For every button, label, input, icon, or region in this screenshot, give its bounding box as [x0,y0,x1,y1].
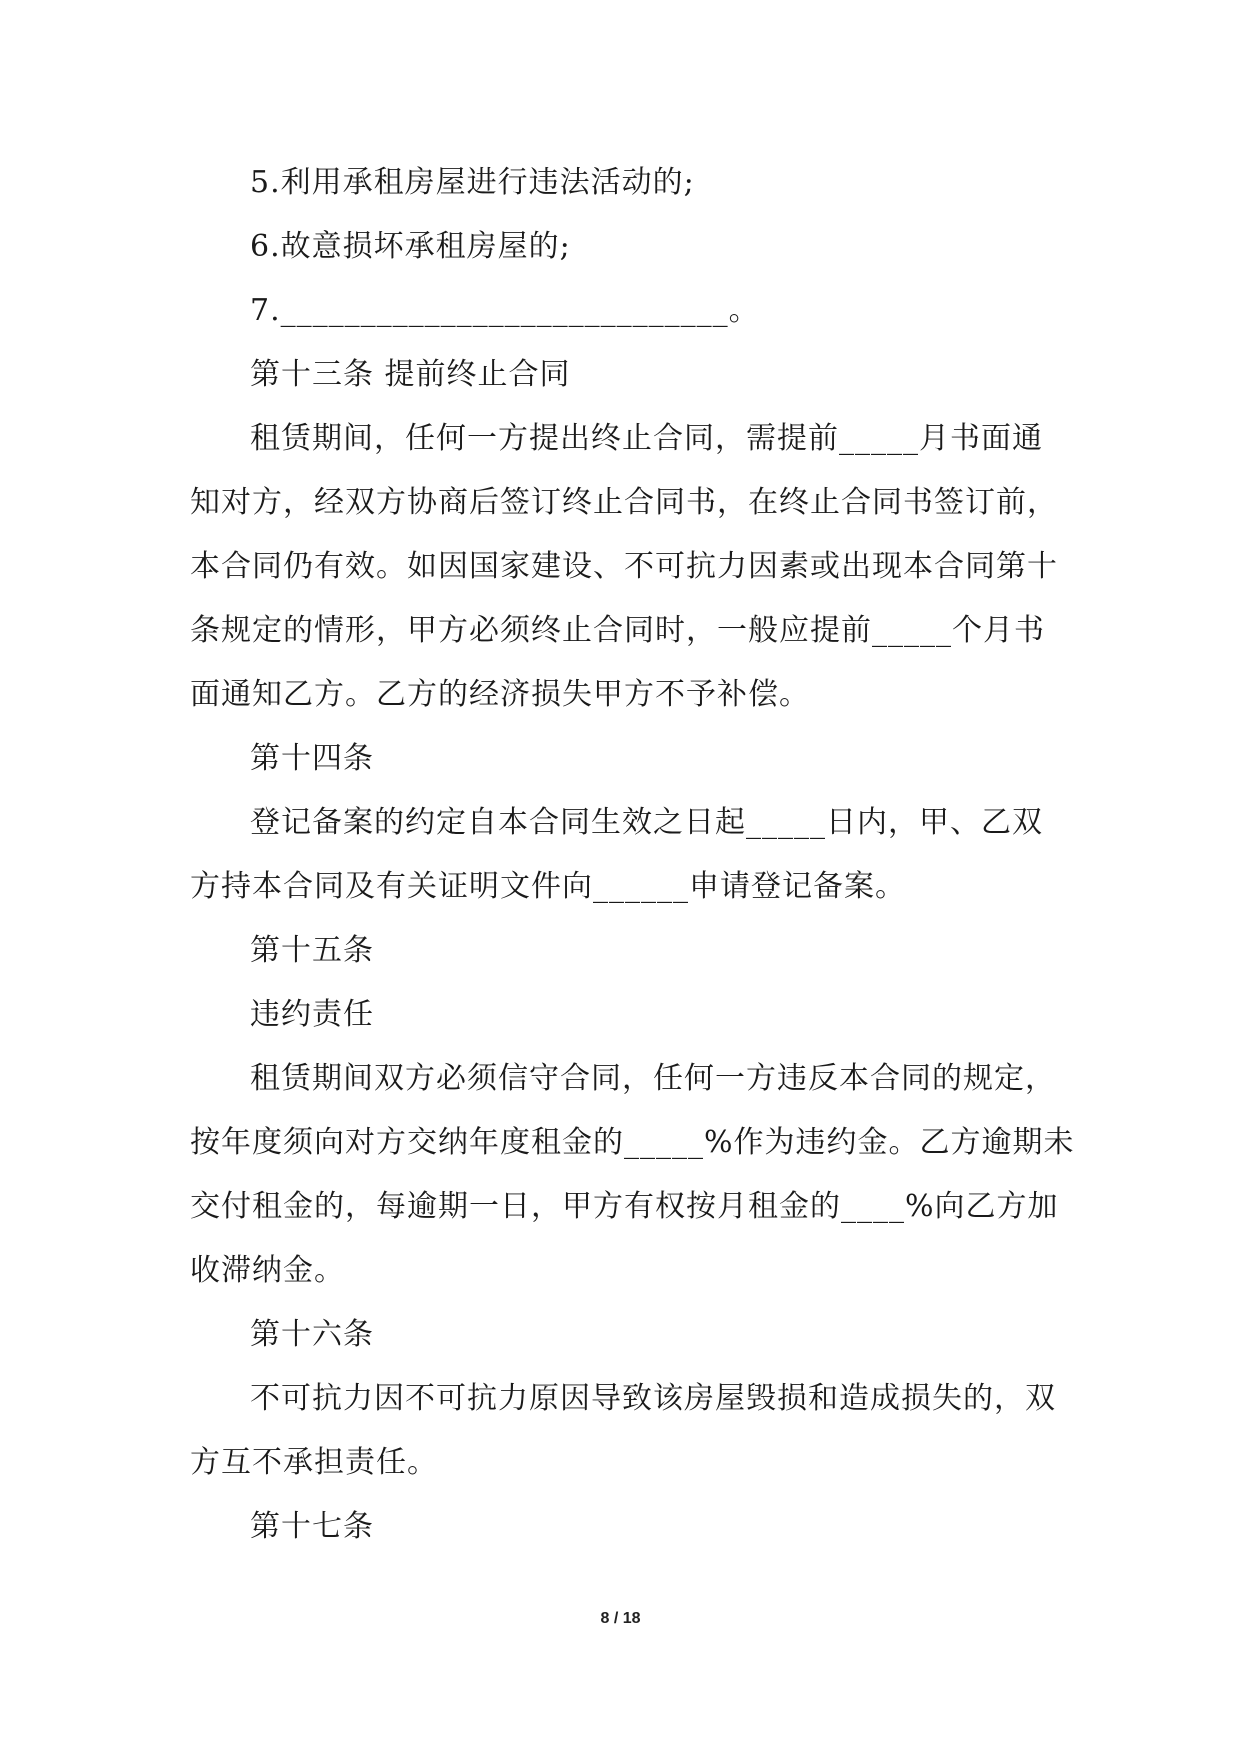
page-number: 8 / 18 [600,1610,641,1627]
clause-item-7: 7.____________________________。 [250,293,760,328]
paragraph-line: 交付租金的，每逾期一日，甲方有权按月租金的____%向乙方加 [190,1189,1059,1224]
clause-item-6: 6.故意损坏承租房屋的; [250,229,571,264]
clause-item-5: 5.利用承租房屋进行违法活动的; [250,165,695,200]
paragraph-line: 面通知乙方。乙方的经济损失甲方不予补偿。 [190,677,810,712]
article-14-heading: 第十四条 [250,741,374,776]
paragraph-line: 本合同仍有效。如因国家建设、不可抗力因素或出现本合同第十 [190,549,1058,584]
paragraph-line: 租赁期间，任何一方提出终止合同，需提前_____月书面通 [250,421,1043,456]
paragraph-line: 收滞纳金。 [190,1253,345,1288]
paragraph-line: 知对方，经双方协商后签订终止合同书，在终止合同书签订前， [190,485,1058,520]
paragraph-line: 按年度须向对方交纳年度租金的_____%作为违约金。乙方逾期未 [190,1125,1075,1160]
article-13-heading: 第十三条 提前终止合同 [250,357,571,392]
article-15-heading: 第十五条 [250,933,374,968]
paragraph-line: 租赁期间双方必须信守合同，任何一方违反本合同的规定， [250,1061,1056,1096]
article-17-heading: 第十七条 [250,1509,374,1544]
paragraph-line: 登记备案的约定自本合同生效之日起_____日内，甲、乙双 [250,805,1043,840]
paragraph-line: 方互不承担责任。 [190,1445,438,1480]
paragraph-line: 条规定的情形，甲方必须终止合同时，一般应提前_____个月书 [190,613,1045,648]
paragraph-line: 方持本合同及有关证明文件向______申请登记备案。 [190,869,906,904]
paragraph-line: 不可抗力因不可抗力原因导致该房屋毁损和造成损失的，双 [250,1381,1056,1416]
article-16-heading: 第十六条 [250,1317,374,1352]
article-15-subheading: 违约责任 [250,997,374,1032]
